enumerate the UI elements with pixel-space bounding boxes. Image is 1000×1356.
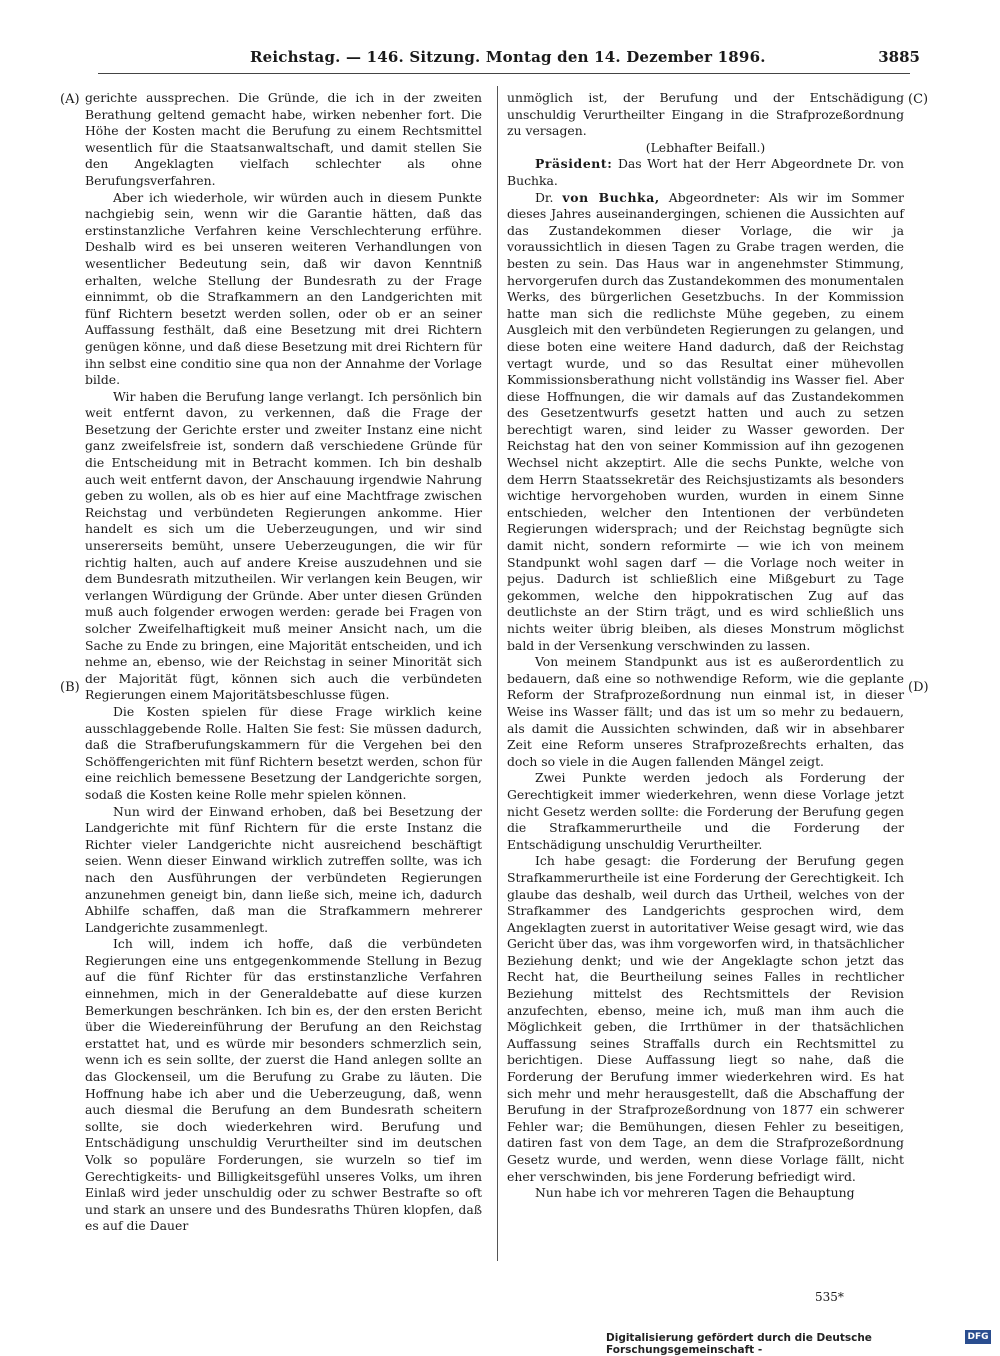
margin-marker-b: (B) [60, 680, 80, 695]
paragraph: unmöglich ist, der Berufung und der Entschädigung unschuldig Verurtheilter Eingang in die Strafprozeßordnung zu versagen. [507, 90, 904, 139]
dfg-logo: DFG [965, 1330, 991, 1344]
speaker-prefix: Dr. [535, 189, 554, 205]
right-column [507, 90, 904, 1202]
paragraph: Aber ich wiederhole, wir würden auch in diesem Punkte nachgiebig sein, wenn wir die Garantie hätten, daß das erstinstanzliche Verfahren keine Verschlechterung erführe. Deshalb wird es bei unseren weiteren Verhandlungen von wesentlicher Bedeutung sein, daß wir davon Kenntniß erhalten, welche Stellung der Bundesrath zu der Frage einnimmt, ob die Strafkammern an den Landgerichten mit fünf Richtern besetzt werden sollen, oder ob er an seiner Auffassung festhält, daß eine Besetzung mit drei Richtern genügen könne, und daß diese Besetzung mit drei Richtern für ihn selbst eine conditio sine qua non der Annahme der Vorlage bilde. [85, 189, 482, 388]
president-statement [507, 156, 904, 189]
paragraph: Nun habe ich vor mehreren Tagen die Behauptung [535, 1185, 855, 1201]
column-divider [497, 86, 498, 1261]
left-column [85, 90, 482, 1235]
speech-paragraph [507, 190, 904, 655]
margin-marker-c: (C) [908, 92, 929, 107]
speech-text: Abgeordneter: Als wir im Sommer dieses Jahres auseinandergingen, schienen die Aussichten auf das Zustandekommen dieser Vorlage, die wir ja voraussichtlich in diesen Tagen zu Grabe tragen werden, die besten zu sein. Das Haus war in angenehmster Stimmung, hervorgerufen durch das Zustandekommen des monumentalen Werks, des bürgerlichen Gesetzbuchs. In der Kommission hatte man sich die redlichste Mühe gegeben, zu einem Ausgleich mit den verbündeten Regierungen zu gelangen, und diese boten eine weitere Hand dadurch, daß der Reichstag vertagt wurde, und so das Resultat einer mühevollen Kommissionsberathung nicht vollständig ins Wasser fiel. Aber diese Hoffnungen, die wir damals auf das Zustandekommen des Gesetzentwurfs gesetzt hatten und auch zu setzen berechtigt waren, sind leider zu Wasser geworden. Der Reichstag hat den von seiner Kommission auf ihn gezogenen Wechsel nicht akzeptirt. Alle die sechs Punkte, welche von dem Herrn Staatssekretär des Reichsjustizamts als besonders wichtige hervorgehoben wurden, wurden in einem Sinne entschieden, welcher den Intentionen der verbündeten Regierungen widersprach; und der Reichstag begnügte sich damit nicht, sondern reformirte — wie ich von meinem Standpunkt wohl sagen darf — die Vorlage noch weiter in pejus. Dadurch ist schließlich eine Mißgeburt zu Tage gekommen, welche den hippokratischen Zug auf das deutlichste an der Stirn trägt, und es wird schließlich uns nichts weiter übrig bleiben, als dieses Monstrum möglichst bald in der Versenkung verschwinden zu lassen. [507, 189, 904, 653]
margin-marker-a: (A) [60, 92, 80, 107]
paragraph: Von meinem Standpunkt aus ist es außerordentlich zu bedauern, daß eine so nothwendige Reform, wie die geplante Reform der Strafprozeßordnung nun einmal ist, in dieser Weise ins Wasser fällt; und das ist um so mehr zu bedauern, als damit die Aussichten schwinden, daß wir in absehbarer Zeit eine Reform unseres Strafprozeßrechts erhalten, das doch so viele in die Augen fallenden Mängel zeigt. [507, 654, 904, 769]
paragraph: gerichte aussprechen. Die Gründe, die ich in der zweiten Berathung geltend gemacht habe, wirken nebenher fort. Die Höhe der Kosten macht die Berufung zu einem Rechtsmittel wesentlich für die Staatsanwaltschaft, und damit stellen Sie den Angeklagten vielfach schlechter als ohne Berufungsverfahren. [85, 90, 482, 188]
header-rule [98, 73, 910, 74]
page-number: 3885 [878, 48, 920, 66]
paragraph: Wir haben die Berufung lange verlangt. Ich persönlich bin weit entfernt davon, zu verkennen, daß die Frage der Besetzung der Gerichte erster und zweiter Instanz eine nicht ganz zweifelsfreie ist, sondern daß verschiedene Gründe für die Entscheidung mit in Betracht kommen. Ich bin deshalb auch weit entfernt davon, der Anschauung irgendwie Nahrung geben zu wollen, als ob es hier auf eine Machtfrage zwischen Reichstag und verbündeten Regierungen ankomme. Hier handelt es sich um die Ueberzeugungen, und wir sind unsererseits bemüht, unsere Ueberzeugungen, die wir für richtig halten, auch auf andere Kreise auszudehnen und sie dem Bundesrath mitzutheilen. Wir verlangen kein Beugen, wir verlangen Würdigung der Gründe. Aber unter diesen Gründen muß auch folgender erwogen werden: gerade bei Fragen von solcher Zweifelhaftigkeit muß meiner Ansicht nach, um die Sache zu Ende zu bringen, eine Majorität entscheiden, und ich nehme an, ebenso, wie der Reichstag in seiner Minorität sich der Majorität fügt, können sich auch die verbündeten Regierungen einem Majoritätsbeschlusse fügen. [85, 388, 482, 703]
sheet-signature: 535* [815, 1290, 844, 1304]
running-header [250, 48, 920, 70]
president-text: Das Wort hat der Herr Abgeordnete Dr. von Buchka. [507, 156, 904, 188]
paragraph: Ich habe gesagt: die Forderung der Berufung gegen Strafkammerurtheile ist eine Forderung der Gerechtigkeit. Ich glaube das deshalb, weil durch das Urtheil, welches von der Strafkammer des Landgerichts gesprochen wird, dem Angeklagten zuerst in autoritativer Weise gesagt wird, wie das Gericht über das, was ihm vorgeworfen wird, in thatsächlicher Beziehung denkt; und wie der Angeklagte schon jetzt das Recht hat, die Beurtheilung seines Falles in rechtlicher Beziehung mittelst des Rechtsmittels der Revision anzufechten, ebenso, meine ich, muß man ihm auch die Möglichkeit geben, die Irrthümer in der thatsächlichen Auffassung seines Straffalls durch ein Rechtsmittel zu berichtigen. Diese Auffassung liegt so nahe, daß die Forderung der Berufung immer wiederkehren wird. Es hat sich mehr und mehr herausgestellt, daß die Abschaffung der Berufung in der Strafprozeßordnung von 1877 ein schwerer Fehler war; die Bemühungen, diesen Fehler zu beseitigen, datiren fast von dem Tage, an dem die Strafprozeßordnung Gesetz wurde, und werden, wenn diese Vorlage fällt, nicht eher verschwinden, bis jene Forderung befriedigt wird. [507, 853, 904, 1184]
president-label: Präsident: [535, 156, 613, 172]
margin-marker-d: (D) [908, 680, 929, 695]
paragraph: Nun wird der Einwand erhoben, daß bei Besetzung der Landgerichte mit fünf Richtern für die erste Instanz die Richter vieler Landgerichte nicht ausreichend beschäftigt seien. Wenn dieser Einwand wirklich zutreffen sollte, was ich nach den Ausführungen der verbündeten Regierungen anzunehmen geneigt bin, dann ließe sich, meine ich, dadurch Abhilfe schaffen, daß man die Strafkammern mehrerer Landgerichte zusammenlegt. [85, 803, 482, 935]
speaker-name: von Buchka, [562, 189, 660, 205]
paragraph: Die Kosten spielen für diese Frage wirklich keine ausschlaggebende Rolle. Halten Sie fest: Sie müssen dadurch, daß die Strafberufungskammern für die Vergehen bei den Schöffengerichten mit fünf Richtern besetzt werden, schon für eine reichlich bemessene Besetzung der Landgerichte sorgen, sodaß die Kosten keine Rolle mehr spielen können. [85, 703, 482, 802]
header-title: Reichstag. — 146. Sitzung. Montag den 14. Dezember 1896. [250, 48, 766, 66]
paragraph: Ich will, indem ich hoffe, daß die verbündeten Regierungen eine uns entgegenkommende Stellung in Bezug auf die fünf Richter für das erstinstanzliche Verfahren einnehmen, mich in der Generaldebatte auf diese kurzen Bemerkungen beschränken. Ich bin es, der den ersten Bericht über die Wiedereinführung der Berufung an den Reichstag erstattet hat, und es würde mir besonders schmerzlich sein, wenn ich es sein sollte, der zuerst die Hand anlegen sollte an das Glockenseil, um die Berufung zu Grabe zu läuten. Die Hoffnung habe ich aber und die Ueberzeugung, daß, wenn auch diesmal die Berufung an dem Bundesrath scheitern sollte, sie doch wiederkehren wird. Berufung und Entschädigung unschuldig Verurtheilter sind im deutschen Volk so populäre Forderungen, sie wurzeln so tief im Gerechtigkeits- und Billigkeitsgefühl unseres Volks, um ihren Einlaß wird jeder unschuldig oder zu schwer Bestrafte so oft und stark an unsere und des Bundesraths Thüren klopfen, daß es auf die Dauer [85, 936, 482, 1234]
paragraph: Zwei Punkte werden jedoch als Forderung der Gerechtigkeit immer wiederkehren, wenn diese Vorlage jetzt nicht Gesetz werden sollte: die Forderung der Berufung gegen die Strafkammerurtheile und die Forderung der Entschädigung unschuldig Verurtheilter. [507, 770, 904, 852]
applause-note: (Lebhafter Beifall.) [645, 139, 766, 155]
digitization-credit: Digitalisierung gefördert durch die Deutsche Forschungsgemeinschaft - [606, 1332, 872, 1356]
